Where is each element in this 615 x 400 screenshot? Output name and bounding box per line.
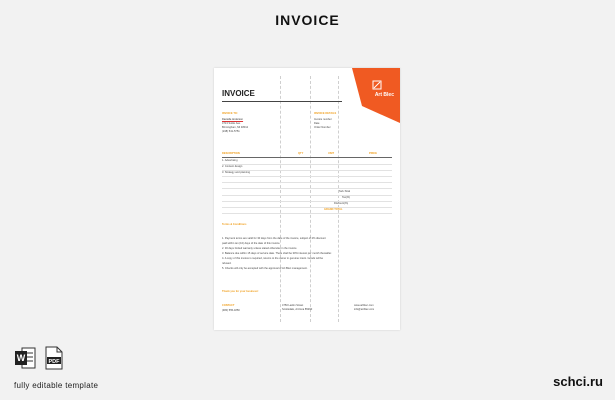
row-divider	[222, 195, 392, 196]
row-divider	[222, 164, 392, 165]
row-divider	[222, 176, 392, 177]
site-brand[interactable]: schci.ru	[553, 374, 603, 389]
invoice-sheet	[214, 68, 400, 330]
contact-email: info@artblec.com	[354, 308, 375, 311]
tax-label: Tax(%)	[342, 196, 351, 199]
page-title: INVOICE	[275, 12, 340, 28]
contact-phone: (480) 555-1850	[222, 309, 240, 312]
template-caption: fully editable template	[14, 381, 99, 390]
column-guide	[310, 76, 311, 322]
invoice-heading: INVOICE	[222, 89, 255, 98]
format-icons	[14, 346, 66, 370]
invoice-to-block	[222, 118, 248, 134]
invoice-to-label: INVOICE TO:	[222, 112, 238, 115]
terms-line: 4. A copy of this invoice is required, returns to the owner in genuine intent. Goods will be	[222, 257, 324, 260]
table-row: 2. Content design	[222, 165, 243, 168]
invoice-number: Invoice number	[314, 118, 332, 121]
row-divider	[222, 207, 392, 208]
terms-line: refused.	[222, 262, 232, 265]
pdf-label: PDF	[48, 359, 60, 365]
col-qty: QTY	[298, 152, 304, 155]
invoice-details-label: INVOICE DETAILS	[314, 112, 337, 115]
row-divider	[222, 170, 392, 171]
col-unit: UNIT	[328, 152, 335, 155]
row-divider	[222, 188, 392, 189]
heading-rule	[222, 101, 342, 102]
contact-label: CONTACT	[222, 304, 235, 307]
terms-line: 1. Payment terms are valid for 30 days from the date of the invoice, subject of 2% discount	[222, 237, 326, 240]
client-city: Birmingham, MI 48012	[222, 126, 249, 129]
col-price: PRICE	[369, 152, 377, 155]
client-name: Danielle Anderson	[222, 118, 244, 121]
table-row: 3. Strategy and planning	[222, 171, 251, 174]
terms-block	[222, 236, 332, 271]
terms-line: paid within ten (10) days of the date of this invoice.	[222, 242, 281, 245]
table-row: 1. Advertising	[222, 159, 238, 162]
contact-street: 4750 Larkin Street	[282, 304, 304, 307]
contact-address	[282, 304, 312, 312]
terms-line: 5. Checks will only be accepted with the approval of Art Blec management.	[222, 267, 308, 270]
pdf-icon	[44, 346, 66, 370]
col-description: DESCRIPTION	[222, 152, 240, 155]
word-icon	[14, 346, 36, 370]
client-phone: (248) 541-5751	[222, 130, 240, 133]
terms-line: 3. Balance due within 15 days of service date. There shall be 30% interest per month thereafter.	[222, 252, 332, 255]
invoice-details-block	[314, 118, 332, 130]
contact-web	[354, 304, 374, 312]
column-guide	[338, 76, 339, 322]
row-divider	[222, 182, 392, 183]
order-number: Order Number	[314, 126, 331, 129]
column-guide	[280, 76, 281, 322]
invoice-date: Date	[314, 122, 320, 125]
discount-label: Discount(%)	[334, 202, 349, 205]
terms-line: 2. 30 days limited warranty unless stated otherwise in the invoice	[222, 247, 297, 250]
subtotal-label: Sub-Total	[339, 190, 350, 193]
client-street: 4713 Suttle Ave.	[222, 122, 241, 125]
table-header-rule	[222, 157, 392, 158]
row-divider	[222, 213, 392, 214]
svg-text:W: W	[16, 353, 26, 363]
thanks-text: Thank you for your business!	[222, 290, 259, 293]
contact-city: Scottsdale, Arizona 85260	[282, 308, 313, 311]
grand-total-label: GRAND TOTAL	[324, 208, 343, 211]
row-divider	[222, 201, 392, 202]
terms-label: Terms & Conditions	[222, 223, 247, 226]
contact-website: www.artblec.com	[354, 304, 374, 307]
brand-name: Art Blec	[374, 92, 394, 98]
